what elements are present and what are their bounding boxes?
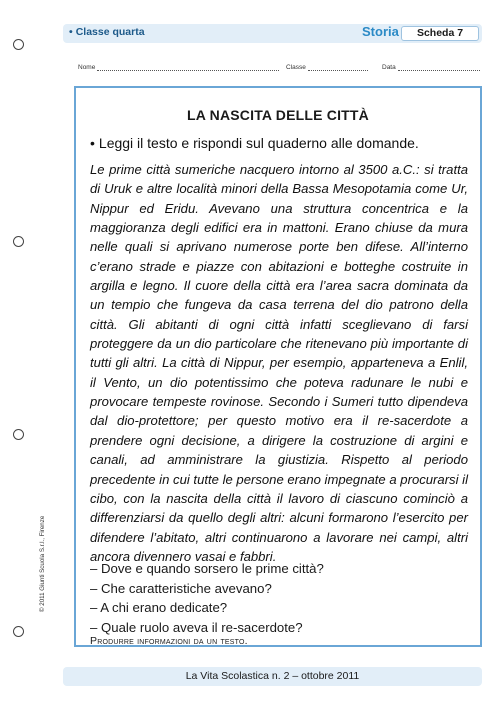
question-item: – Quale ruolo aveva il re-sacerdote? [90,619,303,635]
skill-objective: Produrre informazioni da un testo. [90,635,248,647]
date-field-line[interactable] [398,63,480,71]
question-item: – A chi erano dedicate? [90,600,228,616]
class-label [69,26,145,38]
name-field-label: Nome [78,64,96,71]
bullet-icon: • [90,135,95,151]
punch-hole-2 [13,236,24,247]
instruction-text: Leggi il testo e rispondi sul quaderno alle domande. [98,135,419,151]
class-field-label: Classe [286,64,306,71]
student-info-fields [78,63,482,75]
copyright-notice: © 2011 Giunti Scuola S.r.l., Firenze [39,515,46,612]
date-field[interactable] [382,63,480,71]
name-field[interactable] [78,63,279,71]
punch-hole-4 [13,626,24,637]
exercise-title: LA NASCITA DELLE CITTÀ [187,107,369,123]
question-list [90,559,324,637]
reading-passage: Le prime città sumeriche nacquero intorno al 3500 a.C.: si tratta di Uruk e altre località minori della Bassa Mesopotamia come Ur, Nippur ed Eridu. Avevano una struttura concentrica e la maggioranza degli edifici era in mattoni. Erano chiuse da mura nelle quali si aprivano numerose porte ben difese. All’interno c’erano strade e piazze con abitazioni e botteghe costruite in argilla e legno. Il cuore della città era l’area sacra dominata da un tempio che fungeva da casa terrena del dio patrono della città. Gli abitanti di ogni città infatti sceglievano di farsi proteggere da un dio particolare che ritenevano più importante di tutti gli altri. La città di Nippur, per esempio, apparteneva a Enlil, il Vento, un dio potentissimo che poteva radunare le nubi e provocare tempeste rovinose. Secondo i Sumeri tutto dipendeva dal dio-protettore; per questo motivo era il re-sacerdote a prendere ogni decisione, a dirigere la costruzione di argini e canali, ad amministrare la giustizia. Rispetto al periodo precedente in cui tutte le persone erano impegnate a procurarsi il cibo, con la nascita della città il lavoro di ciascuno cominciò a differenziarsi da quello degli altri: alcuni formarono l’esercito per difendere l’abitato, altri continuarono a lavorare nei campi, altri ancora divennero vasai e fabbri. [90,162,468,564]
instruction [90,135,419,151]
sheet-number: Scheda 7 [401,26,479,41]
class-field-line[interactable] [308,63,368,71]
bullet-icon: • [69,26,73,38]
class-label-text: Classe quarta [75,26,145,38]
question-item: – Che caratteristiche avevano? [90,580,272,596]
exercise-card [74,86,482,647]
name-field-line[interactable] [97,63,279,71]
class-field[interactable] [286,63,368,71]
date-field-label: Data [382,64,396,71]
subject-label: Storia [362,24,399,39]
punch-hole-1 [13,39,24,50]
worksheet-header [63,24,482,43]
punch-hole-3 [13,429,24,440]
publication-footer: La Vita Scolastica n. 2 – ottobre 2011 [63,667,482,686]
question-item: – Dove e quando sorsero le prime città? [90,561,324,576]
